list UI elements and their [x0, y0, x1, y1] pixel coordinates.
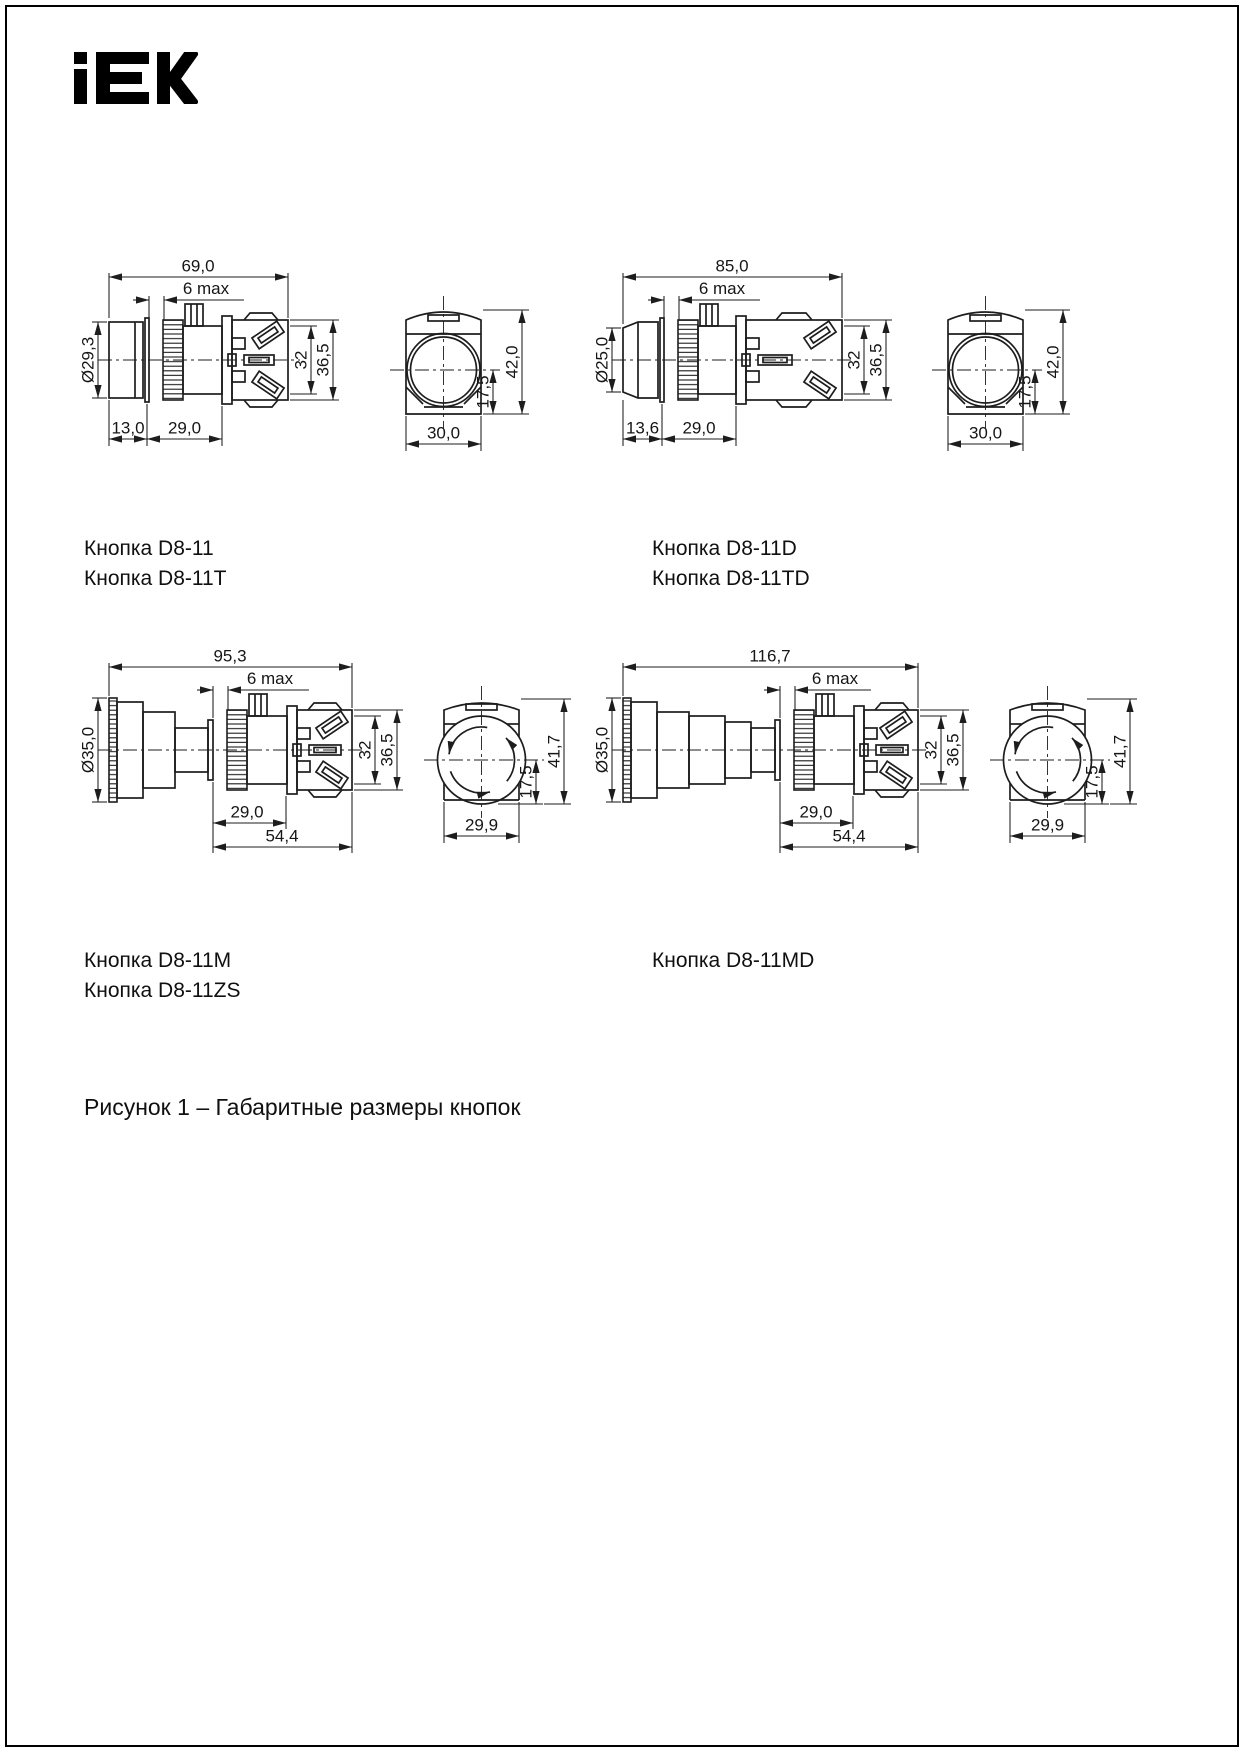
dim-mount-depth: 29,0	[167, 418, 202, 438]
dim-housing-height: 36,5	[377, 733, 397, 767]
dim-front-lower: 17,5	[1015, 375, 1035, 409]
side-view	[79, 647, 404, 854]
dim-mount-depth: 29,0	[799, 802, 833, 822]
label-line: Кнопка D8-11	[84, 537, 214, 560]
dim-front-lower: 17,5	[516, 765, 536, 799]
label-line: Кнопка D8-11D	[652, 537, 797, 560]
rotate-arrow-icon	[1017, 771, 1057, 793]
rotate-arrow-icon	[451, 771, 491, 793]
dim-depth-total: 54,4	[832, 826, 866, 846]
drawing-d8-11md	[578, 640, 1158, 890]
dim-diameter: Ø25,0	[592, 336, 612, 384]
side-view	[593, 257, 893, 447]
label-line: Кнопка D8-11TD	[652, 567, 810, 590]
terminal-screw-icon	[880, 711, 912, 739]
dim-panel-thickness: 6 max	[698, 279, 746, 298]
dim-total-length: 95,3	[213, 646, 247, 666]
dim-head-length: 13,6	[625, 418, 660, 438]
drawing-label-d8-11	[84, 534, 227, 594]
dim-housing-height: 36,5	[943, 733, 963, 767]
dim-diameter: Ø29,3	[78, 336, 98, 384]
drawing-label-d8-11m	[84, 946, 241, 1006]
front-view	[990, 686, 1137, 843]
dim-front-width: 30,0	[426, 423, 461, 443]
dim-total-length: 85,0	[715, 256, 749, 276]
terminal-screw-icon	[804, 371, 836, 399]
dim-panel-thickness: 6 max	[811, 669, 859, 688]
side-view	[593, 647, 970, 854]
terminal-screw-icon	[252, 321, 284, 349]
dim-body-height: 32	[844, 350, 864, 370]
drawing-d8-11	[64, 250, 554, 460]
front-view	[932, 296, 1070, 451]
dim-front-height: 42,0	[1043, 345, 1063, 379]
drawing-label-d8-11d	[652, 534, 810, 594]
front-view	[390, 296, 529, 451]
dim-front-height: 41,7	[544, 734, 564, 769]
iek-logo-glyphs	[74, 52, 190, 104]
dim-panel-thickness: 6 max	[182, 279, 230, 298]
drawing-label-d8-11md	[652, 946, 814, 976]
dim-body-height: 32	[291, 350, 311, 370]
dim-front-lower: 17,5	[473, 375, 493, 409]
dim-diameter: Ø35,0	[592, 726, 612, 774]
dim-body-height: 32	[921, 740, 941, 760]
dim-head-length: 13,0	[111, 418, 145, 438]
label-line: Кнопка D8-11T	[84, 567, 227, 590]
dim-front-height: 42,0	[502, 345, 522, 379]
dim-front-width: 29,9	[464, 815, 499, 835]
label-line: Кнопка D8-11MD	[652, 949, 815, 972]
dim-mount-depth: 29,0	[230, 802, 264, 822]
dim-body-height: 32	[355, 740, 375, 760]
dim-housing-height: 36,5	[866, 343, 886, 377]
dim-front-height: 41,7	[1110, 734, 1130, 769]
terminal-screw-icon	[316, 761, 348, 789]
dim-front-width: 30,0	[968, 423, 1003, 443]
terminal-screw-icon	[316, 711, 348, 739]
terminal-screw-icon	[804, 321, 836, 349]
label-line: Кнопка D8-11ZS	[84, 979, 241, 1002]
dim-diameter: Ø35,0	[78, 726, 98, 774]
terminal-screw-icon	[252, 371, 284, 399]
drawing-d8-11m	[64, 640, 644, 890]
side-view	[79, 257, 340, 447]
figure-caption: Рисунок 1 – Габаритные размеры кнопок	[84, 1094, 521, 1120]
iek-logo	[74, 52, 198, 104]
dim-front-width: 29,9	[1030, 815, 1065, 835]
dim-panel-thickness: 6 max	[246, 669, 294, 688]
dim-mount-depth: 29,0	[682, 418, 716, 438]
label-line: Кнопка D8-11M	[84, 949, 232, 972]
dim-housing-height: 36,5	[313, 343, 333, 377]
dim-total-length: 116,7	[749, 646, 791, 666]
dim-total-length: 69,0	[181, 256, 215, 276]
dim-front-lower: 17,5	[1082, 765, 1102, 799]
drawing-d8-11d	[578, 250, 1088, 460]
front-view	[424, 686, 571, 843]
terminal-screw-icon	[880, 761, 912, 789]
dim-depth-total: 54,4	[265, 826, 299, 846]
